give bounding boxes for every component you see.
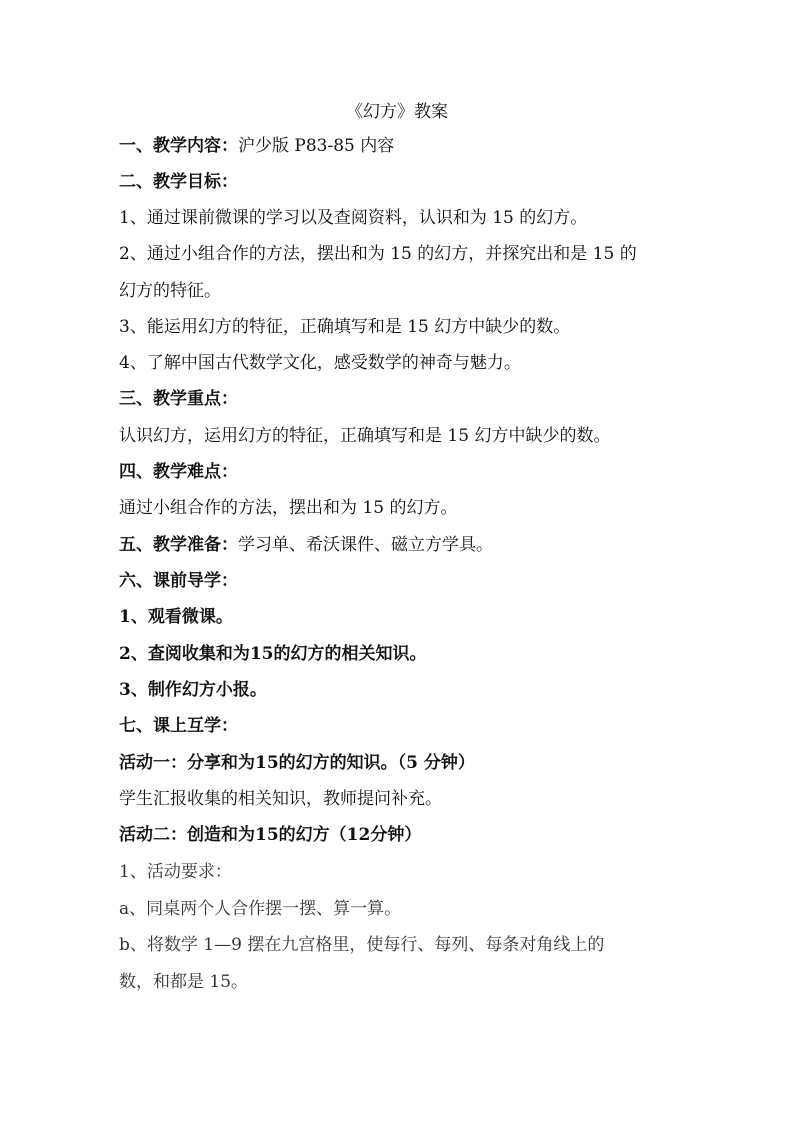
goal-item: 1、通过课前微课的学习以及查阅资料，认识和为 15 的幻方。 [119,208,588,228]
preview-item: 2、查阅收集和为15的幻方的相关知识。 [119,644,427,664]
preview-item: 1、观看微课。 [119,607,233,627]
content-text: 沪少版 P83-85 内容 [238,136,395,156]
key-points-heading: 三、教学重点： [119,389,238,409]
class-heading: 七、课上互学： [119,716,238,736]
activity1-title: 活动一：分享和为15的幻方的知识。（5 分钟） [119,753,475,773]
goal-item: 2、通过小组合作的方法，摆出和为 15 的幻方，并探究出和是 15 的 [119,244,637,264]
preview-item: 3、制作幻方小报。 [119,680,267,700]
goal-item: 3、能运用幻方的特征，正确填写和是 15 幻方中缺少的数。 [119,317,571,337]
content-line [119,135,394,157]
activity2-item: 数，和都是 15。 [119,972,249,992]
activity2-item: a、同桌两个人合作摆一摆、算一算。 [119,899,402,919]
goal-item: 4、了解中国古代数学文化，感受数学的神奇与魅力。 [119,353,521,373]
content-label: 一、教学内容： [119,136,238,156]
page-title: 《幻方》教案 [346,102,448,122]
goals-heading: 二、教学目标： [119,172,238,192]
activity2-item: 1、活动要求： [119,862,232,882]
preview-heading: 六、课前导学： [119,571,238,591]
difficulties-text: 通过小组合作的方法，摆出和为 15 的幻方。 [119,498,458,518]
difficulties-heading: 四、教学难点： [119,462,238,482]
activity2-title: 活动二：创造和为15的幻方（12分钟） [119,825,422,845]
preparation-text: 学习单、希沃课件、磁立方学具。 [238,535,493,555]
key-points-text: 认识幻方，运用幻方的特征，正确填写和是 15 幻方中缺少的数。 [119,426,611,446]
activity2-item: b、将数学 1—9 摆在九宫格里，使每行、每列、每条对角线上的 [119,935,605,955]
preparation-label: 五、教学准备： [119,535,238,555]
activity1-text: 学生汇报收集的相关知识，教师提问补充。 [119,789,442,809]
preparation-line [119,534,493,556]
goal-item: 幻方的特征。 [119,281,221,301]
